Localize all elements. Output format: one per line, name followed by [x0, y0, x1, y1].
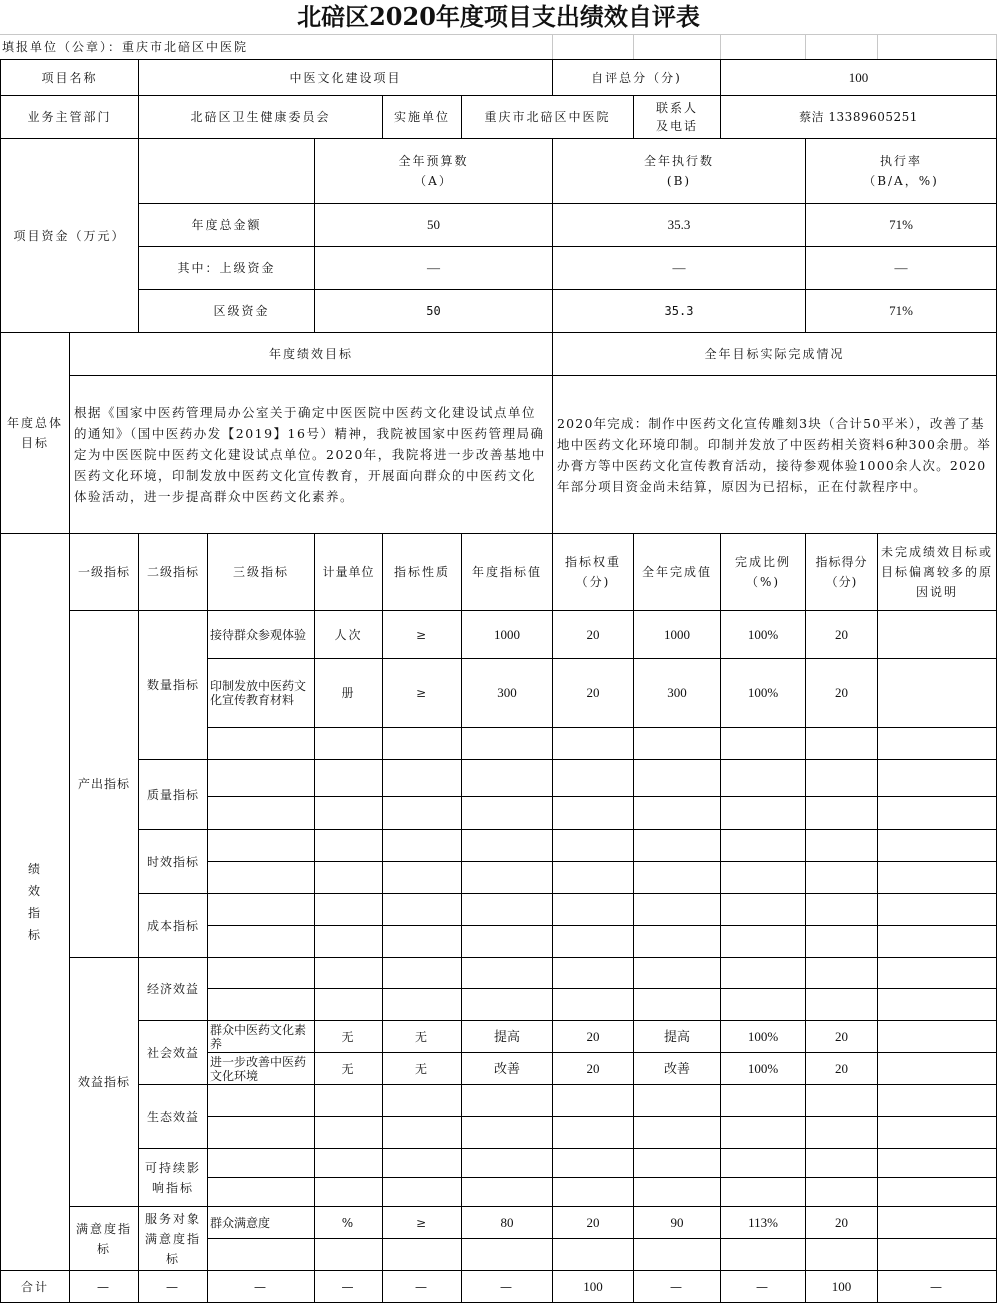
level3-cell [207, 1084, 315, 1117]
actual-cell [633, 1238, 721, 1271]
unit-cell [314, 988, 383, 1021]
target-cell [461, 727, 553, 760]
total-level2: — [138, 1270, 208, 1303]
reason-cell [877, 1084, 997, 1117]
reason-cell [877, 658, 997, 728]
nature-cell [382, 1177, 462, 1207]
reason-cell [877, 861, 997, 894]
actual-cell [633, 1116, 721, 1149]
reporting-unit: 填报单位（公章）：重庆市北碚区中医院 [2, 40, 249, 54]
level3-cell [207, 829, 315, 862]
goals-actual-text: 2020年完成：制作中医药文化宣传雕刻3块（合计50平米），改善了基地中医药文化环境印制。印制并发放了中医药相关资料6种300余册。举办膏方等中医药文化宣传教育活动，接待参观体验1000余人次。2020年部分项目资金尚未结算，原因为已招标，正在付款程序中。 [552, 375, 997, 534]
unit-cell: 无 [314, 1020, 383, 1053]
level3-cell [207, 1116, 315, 1149]
unit-cell [314, 1148, 383, 1178]
reason-cell [877, 1148, 997, 1178]
actual-cell [633, 957, 721, 989]
level3-cell [207, 861, 315, 894]
target-cell [461, 1148, 553, 1178]
level1-satisfaction: 满意度指标 [69, 1206, 139, 1271]
target-cell [461, 957, 553, 989]
ratio-cell [720, 829, 806, 862]
weight-cell: 20 [552, 1206, 634, 1239]
grid-line [720, 35, 721, 59]
unit-cell [314, 861, 383, 894]
funds-col-budget [314, 138, 553, 204]
funds-header-blank [138, 138, 315, 204]
reason-cell [877, 1238, 997, 1271]
funds-row-rate: — [805, 246, 997, 290]
score-cell: 20 [805, 610, 878, 659]
col-weight [552, 533, 634, 611]
ratio-cell [720, 1148, 806, 1178]
unit-cell [314, 1084, 383, 1117]
reason-cell [877, 1020, 997, 1053]
impl-unit-label: 实施单位 [382, 95, 462, 139]
funds-col-rate-line1: 执行率 [879, 154, 922, 168]
ratio-cell: 100% [720, 1052, 806, 1085]
nature-cell [382, 957, 462, 989]
ratio-cell [720, 1116, 806, 1149]
nature-cell [382, 925, 462, 958]
unit-cell: 人次 [314, 610, 383, 659]
reason-cell [877, 727, 997, 760]
actual-cell: 提高 [633, 1020, 721, 1053]
col-score-line1: 指标得分 [815, 555, 868, 569]
unit-cell [314, 1116, 383, 1149]
funds-col-exec-line2: (B) [666, 174, 692, 188]
score-cell [805, 1116, 878, 1149]
indicators-section-char: 效 [27, 884, 42, 898]
score-cell [805, 759, 878, 797]
level3-cell: 群众中医药文化素养 [207, 1020, 315, 1053]
target-cell: 300 [461, 658, 553, 728]
goals-label: 年度总体目标 [0, 332, 70, 534]
goals-target-text: 根据《国家中医药管理局办公室关于确定中医医院中医药文化建设试点单位的通知》（国中医药办发【2019】16号）精神，我院被国家中医药管理局确定为中医医院中医药文化建设试点单位。2020年，我院将进一步改善基地中医药文化环境，印制发放中医药文化宣传教育，开展面向群众的中医药文化体验活动，进一步提高群众中医药文化素养。 [69, 375, 553, 534]
actual-cell [633, 988, 721, 1021]
col-ratio [720, 533, 806, 611]
self-score-value: 100 [720, 59, 997, 96]
funds-col-rate [805, 138, 997, 204]
score-cell [805, 727, 878, 760]
nature-cell [382, 1084, 462, 1117]
col-ratio-line1: 完成比例 [734, 555, 791, 569]
impl-unit-value: 重庆市北碚区中医院 [461, 95, 634, 139]
unit-cell [314, 759, 383, 797]
weight-cell [552, 1148, 634, 1178]
funds-col-exec-line1: 全年执行数 [643, 154, 714, 168]
indicators-section-char: 标 [27, 928, 42, 942]
funds-row-exec: 35.3 [552, 203, 806, 247]
nature-cell [382, 988, 462, 1021]
grid-line [805, 35, 806, 59]
funds-col-exec [552, 138, 806, 204]
target-cell [461, 796, 553, 830]
nature-cell: ≥ [382, 1206, 462, 1239]
col-score-line2: （分) [825, 575, 858, 589]
actual-cell [633, 861, 721, 894]
reason-cell [877, 759, 997, 797]
funds-col-budget-line1: 全年预算数 [398, 154, 469, 168]
weight-cell [552, 988, 634, 1021]
actual-cell [633, 727, 721, 760]
weight-cell [552, 829, 634, 862]
nature-cell [382, 759, 462, 797]
funds-col-budget-line2: （A） [414, 174, 453, 188]
actual-cell: 1000 [633, 610, 721, 659]
department-label: 业务主管部门 [0, 95, 139, 139]
target-cell: 1000 [461, 610, 553, 659]
col-nature: 指标性质 [382, 533, 462, 611]
score-cell [805, 1177, 878, 1207]
level2-timeliness: 时效指标 [138, 829, 208, 894]
ratio-cell: 100% [720, 658, 806, 728]
weight-cell [552, 1238, 634, 1271]
target-cell [461, 893, 553, 926]
funds-col-rate-line2: （B/A，%) [863, 174, 939, 188]
level3-cell [207, 988, 315, 1021]
total-target: — [461, 1270, 553, 1303]
project-name-value: 中医文化建设项目 [138, 59, 553, 96]
funds-row-rate: 71% [805, 289, 997, 333]
weight-cell [552, 925, 634, 958]
actual-cell [633, 925, 721, 958]
total-actual: — [633, 1270, 721, 1303]
target-cell: 80 [461, 1206, 553, 1239]
score-cell [805, 1238, 878, 1271]
ratio-cell [720, 925, 806, 958]
score-cell [805, 925, 878, 958]
score-cell [805, 988, 878, 1021]
score-cell [805, 796, 878, 830]
weight-cell [552, 727, 634, 760]
unit-cell [314, 1177, 383, 1207]
reason-cell [877, 1206, 997, 1239]
weight-cell [552, 1177, 634, 1207]
grid-line [633, 35, 634, 59]
goals-target-header: 年度绩效目标 [69, 332, 553, 376]
score-cell [805, 893, 878, 926]
level3-cell [207, 1238, 315, 1271]
weight-cell [552, 1116, 634, 1149]
level1-output: 产出指标 [69, 610, 139, 958]
level3-cell [207, 727, 315, 760]
weight-cell: 20 [552, 1020, 634, 1053]
ratio-cell: 100% [720, 1020, 806, 1053]
ratio-cell [720, 727, 806, 760]
contact-value: 蔡洁 13389605251 [720, 95, 997, 139]
level3-cell [207, 796, 315, 830]
funds-row-exec: — [552, 246, 806, 290]
indicators-section-label [0, 533, 70, 1271]
nature-cell: 无 [382, 1020, 462, 1053]
actual-cell: 90 [633, 1206, 721, 1239]
level1-benefit: 效益指标 [69, 957, 139, 1207]
target-cell [461, 1177, 553, 1207]
actual-cell [633, 1148, 721, 1178]
nature-cell: ≥ [382, 610, 462, 659]
contact-label-line2: 及电话 [655, 119, 698, 133]
project-name-label: 项目名称 [0, 59, 139, 96]
col-weight-line2: （分) [575, 575, 611, 589]
level3-cell: 印制发放中医药文化宣传教育材料 [207, 658, 315, 728]
total-reason: — [877, 1270, 997, 1303]
score-cell [805, 1084, 878, 1117]
target-cell [461, 925, 553, 958]
goals-actual-header: 全年目标实际完成情况 [552, 332, 997, 376]
level3-cell [207, 1177, 315, 1207]
ratio-cell [720, 1177, 806, 1207]
reason-cell [877, 1177, 997, 1207]
unit-cell: 册 [314, 658, 383, 728]
ratio-cell [720, 796, 806, 830]
funds-row-exec: 35.3 [552, 289, 806, 333]
nature-cell [382, 1148, 462, 1178]
ratio-cell [720, 1084, 806, 1117]
weight-cell: 20 [552, 1052, 634, 1085]
score-cell [805, 1148, 878, 1178]
weight-cell: 20 [552, 658, 634, 728]
level2-quality: 质量指标 [138, 759, 208, 830]
ratio-cell [720, 957, 806, 989]
unit-cell [314, 796, 383, 830]
score-cell [805, 829, 878, 862]
actual-cell: 300 [633, 658, 721, 728]
actual-cell [633, 796, 721, 830]
total-level1: — [69, 1270, 139, 1303]
level3-cell [207, 759, 315, 797]
nature-cell [382, 893, 462, 926]
col-score [805, 533, 878, 611]
target-cell [461, 1238, 553, 1271]
actual-cell [633, 829, 721, 862]
weight-cell [552, 861, 634, 894]
actual-cell [633, 1084, 721, 1117]
reason-cell [877, 1116, 997, 1149]
unit-cell [314, 829, 383, 862]
score-cell: 20 [805, 1206, 878, 1239]
level3-cell: 群众满意度 [207, 1206, 315, 1239]
ratio-cell [720, 861, 806, 894]
funds-row-label: 区级资金 [138, 289, 315, 333]
level3-cell: 进一步改善中医药文化环境 [207, 1052, 315, 1085]
total-label: 合计 [0, 1270, 70, 1303]
weight-cell [552, 1084, 634, 1117]
target-cell [461, 759, 553, 797]
target-cell [461, 1084, 553, 1117]
ratio-cell [720, 1238, 806, 1271]
funds-row-label: 其中：上级资金 [138, 246, 315, 290]
ratio-cell [720, 759, 806, 797]
contact-label-line1: 联系人 [655, 101, 698, 115]
col-actual: 全年完成值 [633, 533, 721, 611]
target-cell: 提高 [461, 1020, 553, 1053]
funds-row-label: 年度总金额 [138, 203, 315, 247]
unit-cell: 无 [314, 1052, 383, 1085]
level2-sustainable: 可持续影响指标 [138, 1148, 208, 1207]
target-cell [461, 1116, 553, 1149]
score-cell [805, 861, 878, 894]
score-cell: 20 [805, 1020, 878, 1053]
level2-cost: 成本指标 [138, 893, 208, 958]
col-reason: 未完成绩效目标或目标偏离较多的原因说明 [877, 533, 997, 611]
level2-quantity: 数量指标 [138, 610, 208, 760]
indicators-section-char: 指 [27, 906, 42, 920]
unit-cell [314, 893, 383, 926]
score-cell [805, 957, 878, 989]
level2-economic: 经济效益 [138, 957, 208, 1021]
nature-cell [382, 861, 462, 894]
weight-cell [552, 796, 634, 830]
nature-cell [382, 829, 462, 862]
funds-row-budget: — [314, 246, 553, 290]
nature-cell [382, 1116, 462, 1149]
ratio-cell: 113% [720, 1206, 806, 1239]
weight-cell [552, 759, 634, 797]
page-title: 北碚区2020年度项目支出绩效自评表 [0, 0, 997, 35]
unit-cell [314, 1238, 383, 1271]
unit-cell [314, 925, 383, 958]
department-value: 北碚区卫生健康委员会 [138, 95, 383, 139]
total-level3: — [207, 1270, 315, 1303]
score-cell: 20 [805, 658, 878, 728]
nature-cell: 无 [382, 1052, 462, 1085]
total-score: 100 [805, 1270, 878, 1303]
target-cell [461, 829, 553, 862]
self-score-label: 自评总分（分) [552, 59, 721, 96]
reason-cell [877, 988, 997, 1021]
target-cell: 改善 [461, 1052, 553, 1085]
actual-cell [633, 1177, 721, 1207]
ratio-cell [720, 893, 806, 926]
target-cell [461, 861, 553, 894]
actual-cell [633, 893, 721, 926]
nature-cell [382, 1238, 462, 1271]
indicators-section-char: 绩 [27, 862, 42, 876]
reason-cell [877, 957, 997, 989]
unit-cell [314, 727, 383, 760]
ratio-cell [720, 988, 806, 1021]
weight-cell [552, 957, 634, 989]
funds-label: 项目资金（万元） [0, 138, 139, 333]
total-unit: — [314, 1270, 383, 1303]
reason-cell [877, 610, 997, 659]
total-ratio: — [720, 1270, 806, 1303]
level3-cell [207, 957, 315, 989]
total-nature: — [382, 1270, 462, 1303]
actual-cell: 改善 [633, 1052, 721, 1085]
nature-cell: ≥ [382, 658, 462, 728]
col-level3: 三级指标 [207, 533, 315, 611]
unit-cell: % [314, 1206, 383, 1239]
grid-line [552, 35, 553, 59]
level2-ecological: 生态效益 [138, 1084, 208, 1149]
funds-row-rate: 71% [805, 203, 997, 247]
col-target: 年度指标值 [461, 533, 553, 611]
level2-social: 社会效益 [138, 1020, 208, 1085]
total-weight: 100 [552, 1270, 634, 1303]
reason-cell [877, 1052, 997, 1085]
level2-service: 服务对象满意度指标 [138, 1206, 208, 1271]
col-ratio-line2: （%) [745, 575, 781, 589]
level3-cell: 接待群众参观体验 [207, 610, 315, 659]
col-unit: 计量单位 [314, 533, 383, 611]
funds-row-budget: 50 [314, 289, 553, 333]
reason-cell [877, 925, 997, 958]
target-cell [461, 988, 553, 1021]
reason-cell [877, 829, 997, 862]
nature-cell [382, 727, 462, 760]
weight-cell [552, 893, 634, 926]
col-level1: 一级指标 [69, 533, 139, 611]
unit-cell [314, 957, 383, 989]
ratio-cell: 100% [720, 610, 806, 659]
actual-cell [633, 759, 721, 797]
funds-row-budget: 50 [314, 203, 553, 247]
score-cell: 20 [805, 1052, 878, 1085]
level3-cell [207, 1148, 315, 1178]
level3-cell [207, 925, 315, 958]
level3-cell [207, 893, 315, 926]
col-weight-line1: 指标权重 [564, 555, 621, 569]
weight-cell: 20 [552, 610, 634, 659]
contact-label [633, 95, 721, 139]
reason-cell [877, 893, 997, 926]
grid-line [877, 35, 878, 59]
col-level2: 二级指标 [138, 533, 208, 611]
reason-cell [877, 796, 997, 830]
nature-cell [382, 796, 462, 830]
